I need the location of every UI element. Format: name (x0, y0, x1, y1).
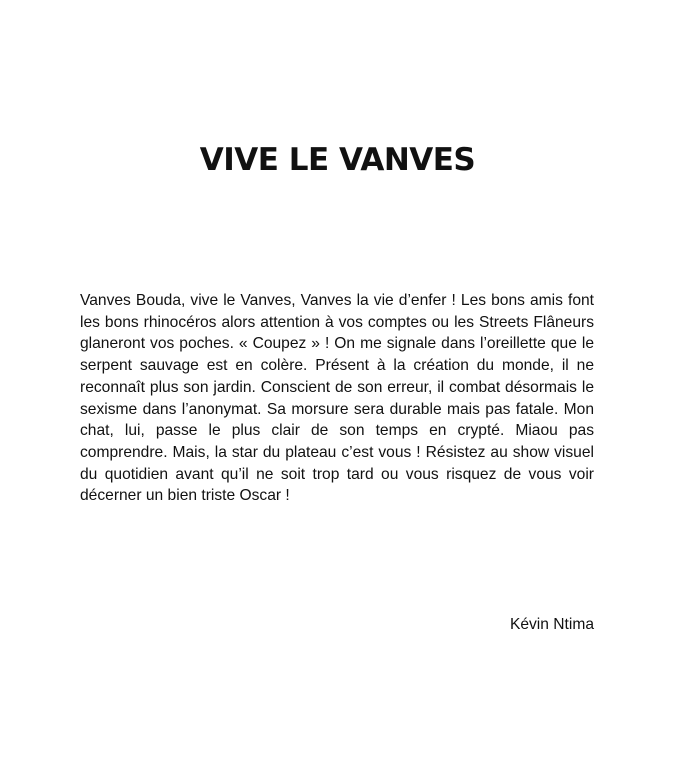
author-signature: Kévin Ntima (509, 616, 594, 633)
page-title: VIVE LE VANVES (199, 142, 476, 178)
body-paragraph: Vanves Bouda, vive le Vanves, Vanves la vie d’enfer ! Les bons amis font les bons rhinocéros alors attention à vos comptes ou les Streets Flâneurs glaneront vos poches. « Coupez » ! On me signale dans l’oreillette que le serpent sauvage est en colère. Présent à la création du monde, il ne reconnaît plus son jardin. Conscient de son erreur, il combat désormais le sexisme dans l’anonymat. Sa morsure sera durable mais pas fatale. Mon chat, lui, passe le plus clair de son temps en crypté. Miaou pas comprendre. Mais, la star du plateau c’est vous ! Résistez au show visuel du quotidien avant qu’il ne soit trop tard ou vous risquez de vous voir décerner un bien triste Oscar ! (80, 292, 594, 505)
